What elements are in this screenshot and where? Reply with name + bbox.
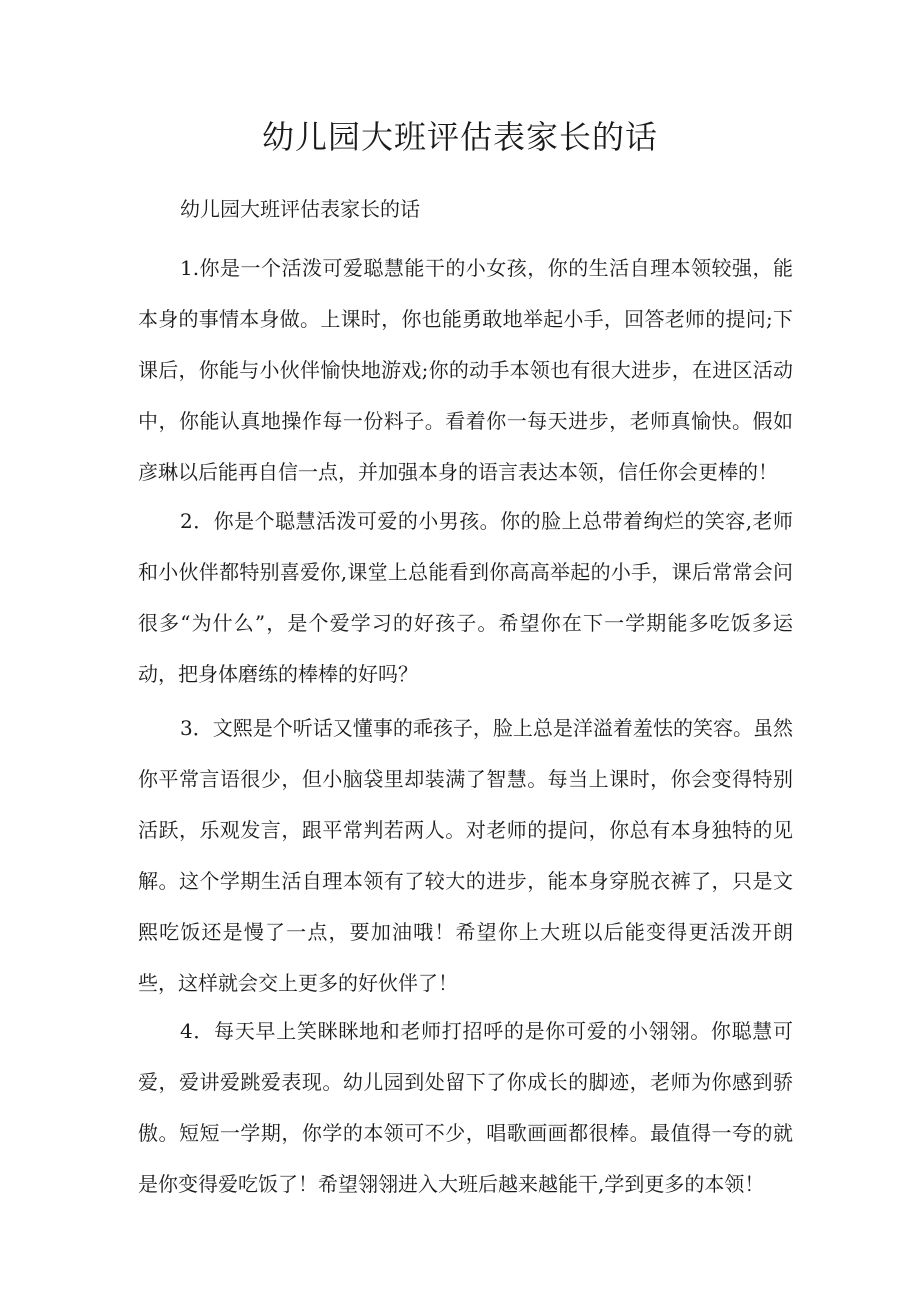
paragraph-1: 1.你是一个活泼可爱聪慧能干的小女孩，你的生活自理本领较强，能本身的事情本身做。上课时，你也能勇敢地举起小手，回答老师的提问;下课后，你能与小伙伴愉快地游戏;你的动手本领也有很大进步，在进区活动中，你能认真地操作每一份料子。看着你一每天进步，老师真愉快。假如彦琳以后能再自信一点，并加强本身的语言表达本领，信任你会更棒的！ — [138, 256, 793, 484]
paragraph-4: 4．每天早上笑眯眯地和老师打招呼的是你可爱的小翎翎。你聪慧可爱，爱讲爱跳爱表现。幼儿园到处留下了你成长的脚迹，老师为你感到骄傲。短短一学期，你学的本领可不少，唱歌画画都很棒。最值得一夸的就是你变得爱吃饭了！希望翎翎进入大班后越来越能干,学到更多的本领！ — [138, 1019, 793, 1196]
document-subtitle: 幼儿园大班评估表家长的话 — [180, 197, 420, 221]
paragraph-3: 3．文熙是个听话又懂事的乖孩子，脸上总是洋溢着羞怯的笑容。虽然你平常言语很少，但小脑袋里却装满了智慧。每当上课时，你会变得特别活跃，乐观发言，跟平常判若两人。对老师的提问，你总有本身独特的见解。这个学期生活自理本领有了较大的进步，能本身穿脱衣裤了，只是文熙吃饭还是慢了一点，要加油哦！希望你上大班以后能变得更活泼开朗些，这样就会交上更多的好伙伴了！ — [138, 716, 793, 995]
document-title: 幼儿园大班评估表家长的话 — [261, 118, 658, 156]
paragraph-2: 2．你是个聪慧活泼可爱的小男孩。你的脸上总带着绚烂的笑容,老师和小伙伴都特别喜爱你,课堂上总能看到你高高举起的小手，课后常常会问很多“为什么”，是个爱学习的好孩子。希望你在下一学期能多吃饭多运动，把身体磨练的棒棒的好吗？ — [138, 509, 793, 686]
